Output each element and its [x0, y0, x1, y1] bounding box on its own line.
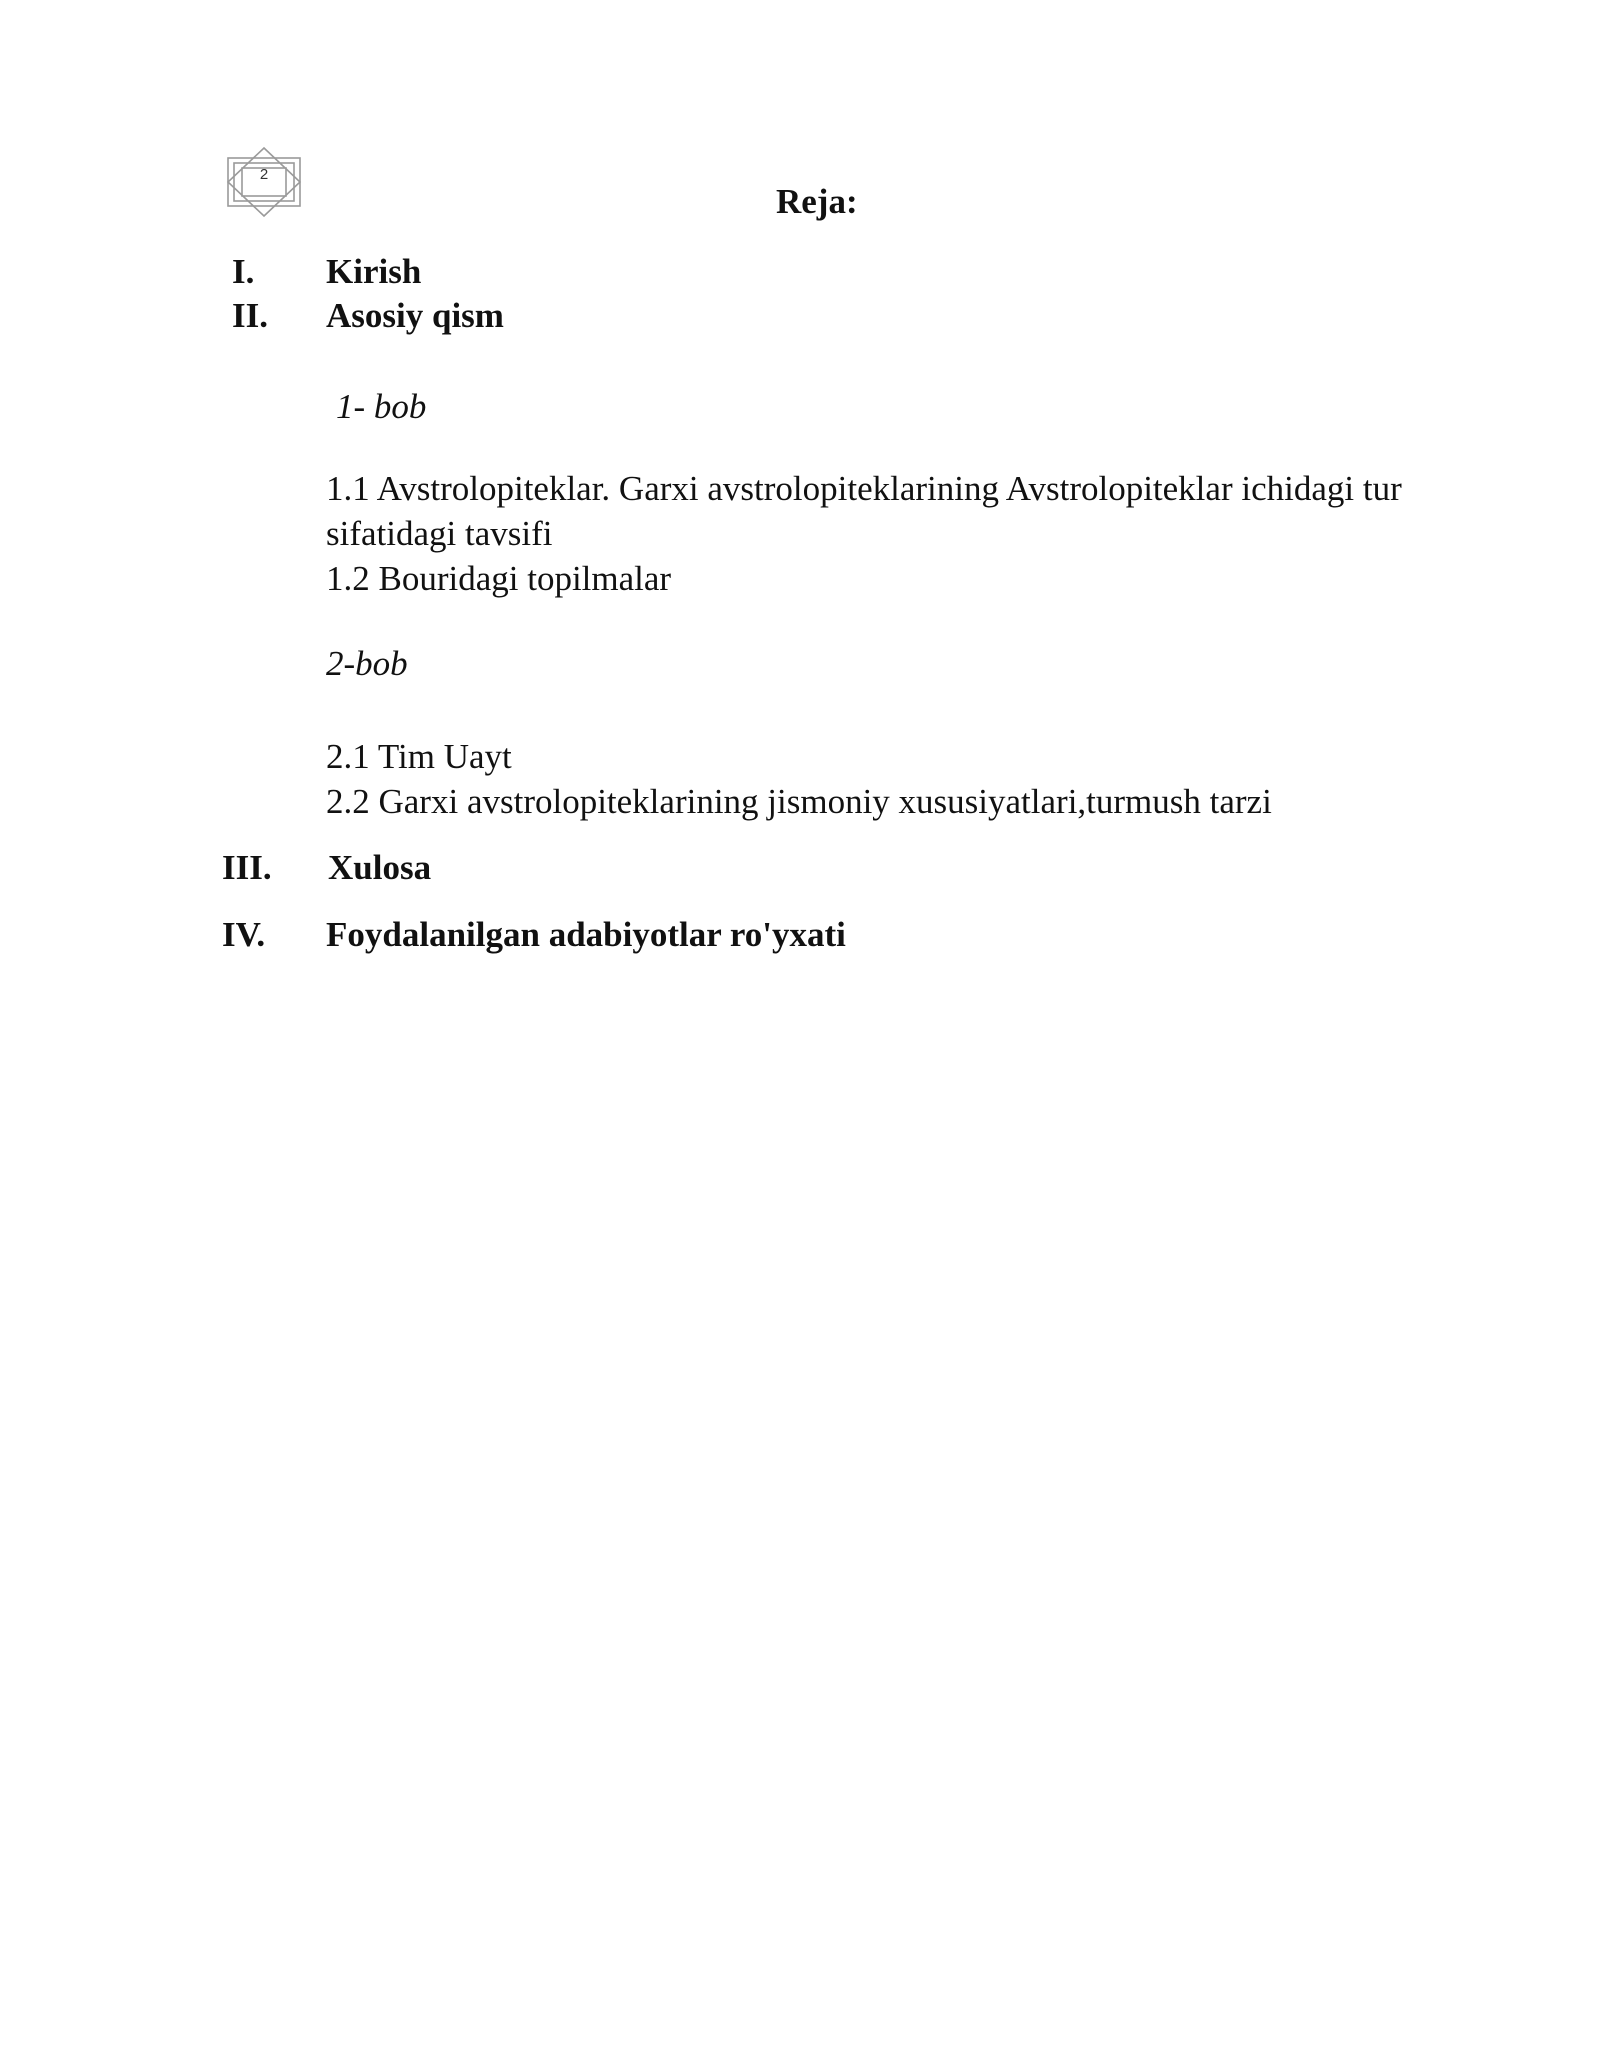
- toc-item-1-1: 1.1 Avstrolopiteklar. Garxi avstrolopiteklarining Avstrolopiteklar ichidagi tur sifatidagi tavsifi: [326, 469, 1402, 553]
- section-numeral: IV.: [222, 915, 266, 954]
- section-label: Kirish: [326, 252, 422, 291]
- section-numeral: II.: [232, 296, 268, 335]
- section-numeral: I.: [232, 252, 255, 291]
- toc-item-1-2: 1.2 Bouridagi topilmalar: [326, 559, 672, 598]
- page-number-badge: [224, 146, 304, 218]
- section-label: Xulosa: [328, 848, 432, 887]
- chapter-1-title: 1- bob: [336, 387, 427, 426]
- section-label: Foydalanilgan adabiyotlar ro'yxati: [326, 915, 846, 954]
- page-number: 2: [259, 166, 269, 183]
- toc-item-2-1: 2.1 Tim Uayt: [326, 737, 512, 776]
- chapter-2-title: 2-bob: [326, 644, 408, 683]
- section-label: Asosiy qism: [326, 296, 504, 335]
- section-numeral: III.: [222, 848, 272, 887]
- page-title: Reja:: [776, 182, 858, 221]
- toc-item-2-2: 2.2 Garxi avstrolopiteklarining jismoniy xususiyatlari,turmush tarzi: [326, 782, 1272, 821]
